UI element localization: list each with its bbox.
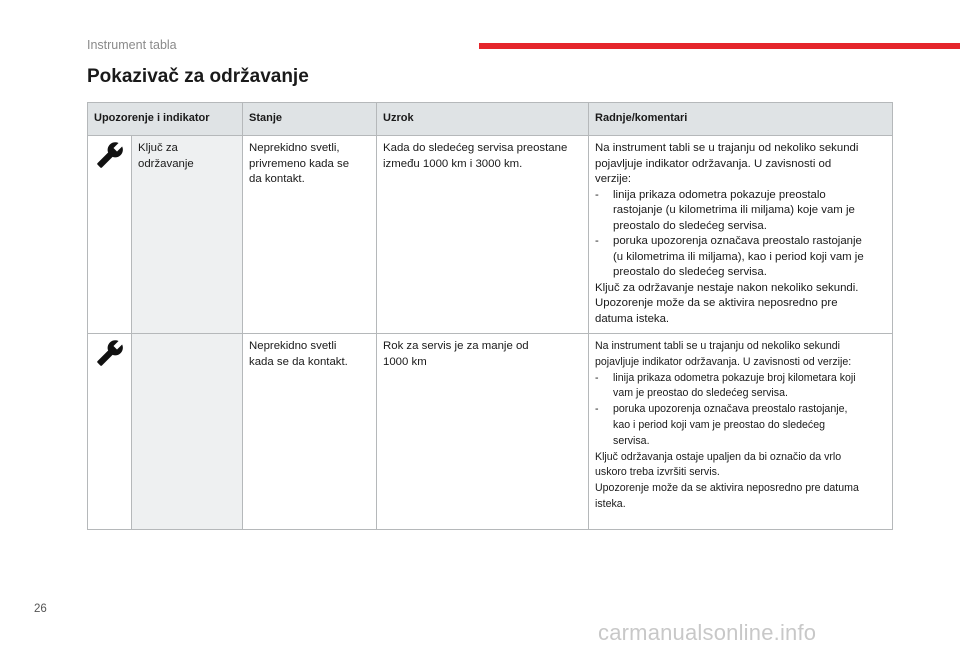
text-line: kao i period koji vam je preostao do sledećeg [613, 418, 826, 431]
state-cell [243, 136, 377, 334]
table-header-row [88, 103, 893, 136]
text-line: (u kilometrima ili miljama), kao i period koji vam je [613, 250, 864, 263]
text-line: poruka upozorenja označava preostalo rastojanje, [613, 403, 848, 416]
list-dash: - [595, 188, 599, 201]
text-line: servisa. [613, 434, 650, 447]
state-cell [243, 334, 377, 530]
list-item [595, 402, 886, 449]
list-item [595, 371, 886, 403]
text-line: privremeno kada se [249, 157, 350, 170]
column-header: Uzrok [377, 103, 589, 136]
text-line: datuma isteka. [595, 312, 670, 325]
text-line: vam je preostao do sledećeg servisa. [613, 387, 788, 400]
text-line: Ključ za [138, 142, 178, 154]
wrench-icon [96, 141, 124, 175]
text-line: preostalo do sledećeg servisa. [613, 266, 767, 278]
list-dash: - [595, 371, 599, 384]
cause-cell [377, 136, 589, 334]
watermark: carmanualsonline.info [598, 620, 817, 645]
text-line: poruka upozorenja označava preostalo rastojanje [613, 235, 862, 247]
text-line: linija prikaza odometra pokazuje preostalo [613, 188, 826, 201]
list-item [595, 234, 886, 281]
page-number: 26 [34, 603, 47, 615]
text-line: preostalo do sledećeg servisa. [613, 219, 767, 232]
list-dash: - [595, 403, 599, 416]
text-line: Upozorenje može da se aktivira neposredno pre datuma [595, 482, 859, 495]
text-line: pojavljuje indikator održavanja. U zavisnosti od [595, 157, 832, 170]
indicator-icon-cell [88, 136, 132, 334]
text-line: Ključ održavanja ostaje upaljen da bi označio da vrlo [595, 450, 842, 463]
list-dash: - [595, 235, 599, 247]
indicator-name-cell [132, 334, 243, 530]
text-line: kada se da kontakt. [249, 355, 348, 368]
text-line: Na instrument tabli se u trajanju od nekoliko sekundi [595, 340, 840, 352]
text-line: uskoro treba izvršiti servis. [595, 466, 720, 479]
column-header: Stanje [243, 103, 377, 136]
comment-cell [589, 334, 893, 530]
text-line: Ključ za održavanje nestaje nakon nekoliko sekundi. [595, 281, 859, 294]
text-line: Kada do sledećeg servisa preostane [383, 142, 568, 154]
comment-cell [589, 136, 893, 334]
column-header: Upozorenje i indikator [88, 103, 243, 136]
indicator-name-cell [132, 136, 243, 334]
text-line: održavanje [138, 157, 194, 170]
wrench-icon [96, 339, 124, 373]
text-line: Na instrument tabli se u trajanju od nekoliko sekundi [595, 142, 859, 154]
section-label: Instrument tabla [87, 38, 177, 52]
text-line: 1000 km [383, 355, 427, 368]
text-line: između 1000 km i 3000 km. [383, 157, 523, 170]
text-line: linija prikaza odometra pokazuje broj kilometara koji [613, 371, 856, 384]
text-line: Upozorenje može da se aktivira neposredno pre [595, 297, 838, 309]
text-line: da kontakt. [249, 173, 305, 185]
text-line: isteka. [595, 497, 626, 510]
table-row [88, 136, 893, 334]
indicator-icon-cell [88, 334, 132, 530]
header-accent-bar [479, 43, 960, 49]
text-line: pojavljuje indikator održavanja. U zavisnosti od verzije: [595, 355, 852, 368]
cause-cell [377, 334, 589, 530]
page-title: Pokazivač za održavanje [87, 66, 309, 87]
text-line: Neprekidno svetli [249, 340, 337, 352]
text-line: Rok za servis je za manje od [383, 340, 529, 352]
column-header: Radnje/komentari [589, 103, 893, 136]
text-line: verzije: [595, 173, 632, 185]
table-row [88, 334, 893, 530]
list-item [595, 188, 886, 235]
maintenance-table [87, 102, 893, 530]
text-line: Neprekidno svetli, [249, 142, 340, 154]
text-line: rastojanje (u kilometrima ili miljama) koje vam je [613, 204, 855, 216]
